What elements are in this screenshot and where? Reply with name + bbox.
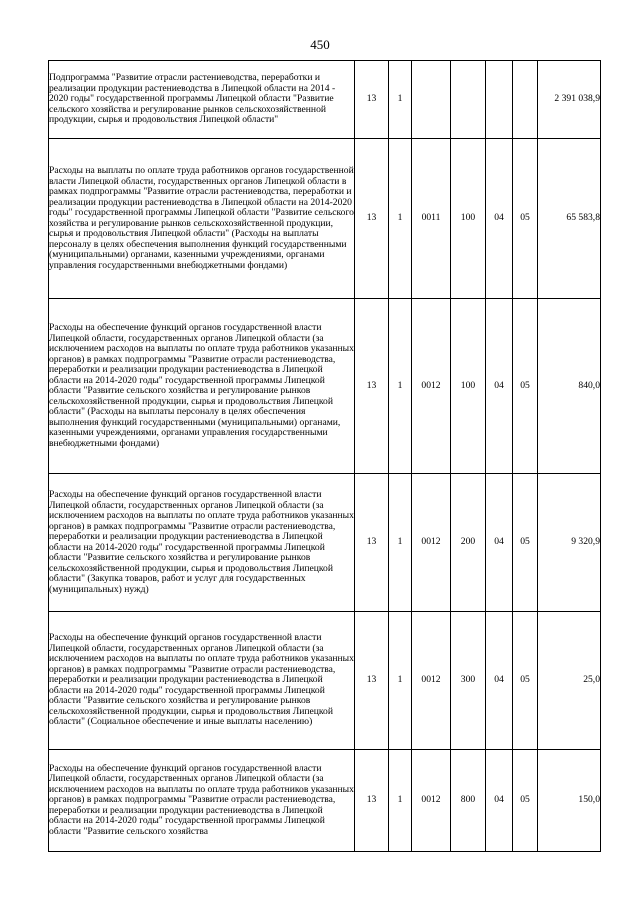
target-article-code: 0011 xyxy=(412,139,451,299)
subsection-code: 05 xyxy=(513,474,538,612)
table-row xyxy=(49,299,601,474)
section-code: 04 xyxy=(486,474,513,612)
subprogram-code: 1 xyxy=(389,139,412,299)
target-article-code: 0012 xyxy=(412,474,451,612)
amount: 65 583,8 xyxy=(538,139,601,299)
table-row xyxy=(49,750,601,852)
expense-type-code: 100 xyxy=(451,299,486,474)
section-code xyxy=(486,61,513,139)
subsection-code xyxy=(513,61,538,139)
section-code: 04 xyxy=(486,299,513,474)
program-code: 13 xyxy=(355,612,389,750)
program-code: 13 xyxy=(355,474,389,612)
table-row xyxy=(49,612,601,750)
page-number: 450 xyxy=(310,37,330,52)
program-code: 13 xyxy=(355,139,389,299)
program-code: 13 xyxy=(355,750,389,852)
amount: 2 391 038,9 xyxy=(538,61,601,139)
subsection-code: 05 xyxy=(513,612,538,750)
expense-type-code: 300 xyxy=(451,612,486,750)
row-description: Расходы на обеспечение функций органов государственной власти Липецкой области, государственных органов Липецкой области (за исключением расходов на выплаты по оплате труда работников указанных органов) в рамках подпрограммы "Развитие отрасли растениеводства, переработки и реализации продукции растениеводства в Липецкой области на 2014-2020 годы" государственной программы Липецкой области "Развитие сельского хозяйства и регулирование рынков сельскохозяйственной продукции, сырья и продовольствия Липецкой области" (Закупка товаров, работ и услуг для государственных (муниципальных) нужд) xyxy=(49,474,355,612)
amount: 840,0 xyxy=(538,299,601,474)
target-article-code: 0012 xyxy=(412,750,451,852)
section-code: 04 xyxy=(486,612,513,750)
subsection-code: 05 xyxy=(513,299,538,474)
budget-table xyxy=(48,60,601,852)
table-row xyxy=(49,139,601,299)
subprogram-code: 1 xyxy=(389,61,412,139)
subprogram-code: 1 xyxy=(389,474,412,612)
row-description: Расходы на обеспечение функций органов государственной власти Липецкой области, государственных органов Липецкой области (за исключением расходов на выплаты по оплате труда работников указанных органов) в рамках подпрограммы "Развитие отрасли растениеводства, переработки и реализации продукции растениеводства в Липецкой области на 2014-2020 годы" государственной программы Липецкой области "Развитие сельского хозяйства и регулирование рынков сельскохозяйственной продукции, сырья и продовольствия Липецкой области" (Социальное обеспечение и иные выплаты населению) xyxy=(49,612,355,750)
table-row xyxy=(49,474,601,612)
subsection-code: 05 xyxy=(513,139,538,299)
expense-type-code: 800 xyxy=(451,750,486,852)
expense-type-code: 100 xyxy=(451,139,486,299)
row-description: Расходы на выплаты по оплате труда работников органов государственной власти Липецкой области, государственных органов Липецкой области в рамках подпрограммы "Развитие отрасли растениеводства, переработки и реализации продукции растениеводства в Липецкой области на 2014-2020 годы" государственной программы Липецкой области "Развитие сельского хозяйства и регулирование рынков сельскохозяйственной продукции, сырья и продовольствия Липецкой области" (Расходы на выплаты персоналу в целях обеспечения выполнения функций государственными (муниципальными) органами, казенными учреждениями, органами управления государственными внебюджетными фондами) xyxy=(49,139,355,299)
target-article-code: 0012 xyxy=(412,612,451,750)
section-code: 04 xyxy=(486,139,513,299)
expense-type-code xyxy=(451,61,486,139)
target-article-code: 0012 xyxy=(412,299,451,474)
table-row xyxy=(49,61,601,139)
row-description: Подпрограмма "Развитие отрасли растениеводства, переработки и реализации продукции растениеводства в Липецкой области на 2014 - 2020 годы" государственной программы Липецкой области "Развитие сельского хозяйства и регулирование рынков сельскохозяйственной продукции, сырья и продовольствия Липецкой области" xyxy=(49,61,355,139)
expense-type-code: 200 xyxy=(451,474,486,612)
subprogram-code: 1 xyxy=(389,750,412,852)
amount: 9 320,9 xyxy=(538,474,601,612)
program-code: 13 xyxy=(355,299,389,474)
amount: 25,0 xyxy=(538,612,601,750)
program-code: 13 xyxy=(355,61,389,139)
subsection-code: 05 xyxy=(513,750,538,852)
row-description: Расходы на обеспечение функций органов государственной власти Липецкой области, государственных органов Липецкой области (за исключением расходов на выплаты по оплате труда работников указанных органов) в рамках подпрограммы "Развитие отрасли растениеводства, переработки и реализации продукции растениеводства в Липецкой области на 2014-2020 годы" государственной программы Липецкой области "Развитие сельского хозяйства и регулирование рынков сельскохозяйственной продукции, сырья и продовольствия Липецкой области" (Расходы на выплаты персоналу в целях обеспечения выполнения функций государственными (муниципальными) органами, казенными учреждениями, органами управления государственными внебюджетными фондами) xyxy=(49,299,355,474)
subprogram-code: 1 xyxy=(389,299,412,474)
amount: 150,0 xyxy=(538,750,601,852)
subprogram-code: 1 xyxy=(389,612,412,750)
target-article-code xyxy=(412,61,451,139)
row-description: Расходы на обеспечение функций органов государственной власти Липецкой области, государственных органов Липецкой области (за исключением расходов на выплаты по оплате труда работников указанных органов) в рамках подпрограммы "Развитие отрасли растениеводства, переработки и реализации продукции растениеводства в Липецкой области на 2014-2020 годы" государственной программы Липецкой области "Развитие сельского хозяйства xyxy=(49,750,355,852)
section-code: 04 xyxy=(486,750,513,852)
